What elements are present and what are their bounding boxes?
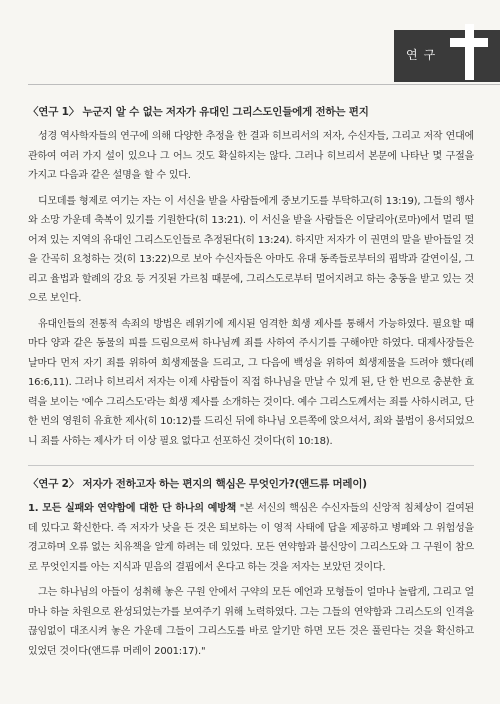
section1-paragraph: 유대인들의 전통적 속죄의 방법은 레위기에 제시된 엄격한 희생 제사를 통해서 가능하였다. 필요할 때마다 양과 같은 동물의 피를 드림으로써 하나님께 죄를 사하여 주시기를 구해야만 하였다. 대제사장들은 날마다 먼저 자기 죄를 위하여 희생제물을 드리고, 그 다음에 백성을 위하여 희생제물을 드려야 했다(레 16:6,11). 그러나 히브리서 저자는 이제 사람들이 직접 하나님을 만날 수 있게 된, 단 한 번으로 충분한 효력을 보이는 '예수 그리스도'라는 희생 제사를 소개하는 것이다. 예수 그리스도께서는 죄를 사하시려고, 단 한 번의 영원히 유효한 제사(히 10:12)를 드리신 뒤에 하나님 오른쪽에 앉으셔서, 죄와 불법이 용서되었으니 죄를 사하는 제사가 더 이상 필요 없다고 선포하신 것이다(히 10:18). — [28, 318, 474, 447]
point-text: "본 서신의 핵심은 수신자들의 신앙적 침체상이 걸여된 데 있다고 확신한다. 즉 저자가 낫을 든 것은 퇴보하는 이 영적 사태에 답을 제공하고 병폐와 그 위험성을 경고하며 오류 없는 치유책을 알게 하려는 데 있었다. 모든 연약함과 불신앙이 그리스도와 그 구원이 참으로 무엇인지를 아는 지식과 믿음의 결핍에서 온다고 하는 것을 저자는 보았던 것이다. — [28, 503, 475, 573]
section1-paragraph: 성경 역사학자들의 연구에 의해 다양한 추정을 한 결과 히브리서의 저자, 수신자들, 그리고 저작 연대에 관하여 여러 가지 설이 있으나 그 어느 것도 확실하지는 않다. 그러나 히브리서 본문에 나타난 몇 구절을 가지고 다음과 같은 설명을 할 수 있다. — [28, 131, 474, 181]
header-divider — [28, 84, 500, 85]
section2-heading: 〈연구 2〉 저자가 전하고자 하는 편지의 핵심은 무엇인가?(앤드류 머레이) — [28, 478, 367, 490]
section2-paragraph: 그는 하나님의 아들이 성취해 놓은 구원 안에서 구약의 모든 예언과 모형들이 얼마나 놀랍게, 그리고 얼마나 하늘 차원으로 완성되었는가를 보여주기 위해 노력하였다. 그는 그들의 연약함과 그리스도의 인격을 끊임없이 대조시켜 놓은 가운데 그들이 그리스도를 바로 알기만 하면 모든 것은 풀린다는 것을 확신하고 있었던 것이다(앤드류 머레이 2001:17)." — [28, 587, 474, 657]
tab-label: 연구 — [406, 48, 442, 62]
section-tab — [394, 30, 500, 82]
page-body — [28, 96, 474, 667]
section-divider — [28, 465, 474, 466]
section1-heading: 〈연구 1〉 누군지 알 수 없는 저자가 유대인 그리스도인들에게 전하는 편지 — [28, 106, 369, 118]
section1-paragraph: 디모데를 형제로 여기는 자는 이 서신을 받을 사람들에게 중보기도를 부탁하고(히 13:19), 그들의 행사와 소망 가운데 축복이 있기를 기원한다(히 13:21). 이 서신을 받을 사람들은 이달리아(로마)에서 멀리 떨어져 있는 지역의 유대인 그리스도인들로 추정된다(히 13:24). 하지만 저자가 이 권면의 말을 받아들일 것을 간곡히 요청하는 것(히 13:22)으로 보아 수신자들은 아마도 유대 동족들로부터의 핍박과 갈연이실, 그리고 율법과 할례의 강요 등 거짓된 가르침 때문에, 그리스도로부터 멀어지려고 하는 충동을 받고 있는 것으로 보인다. — [28, 195, 474, 304]
point-label: 1. 모든 실패와 연약함에 대한 단 하나의 예방책 — [28, 503, 237, 514]
section2-point — [28, 499, 474, 577]
cross-icon — [450, 24, 488, 80]
